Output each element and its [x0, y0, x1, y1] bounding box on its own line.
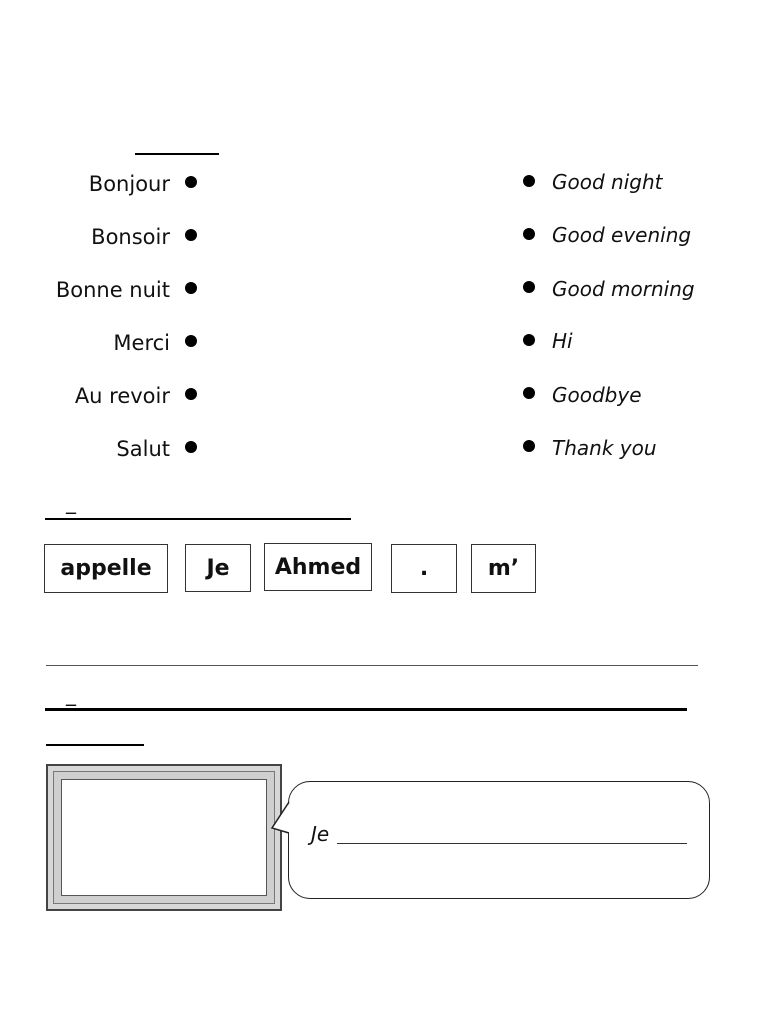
word-tile[interactable]: Ahmed — [264, 543, 372, 591]
french-word: Bonne nuit — [55, 278, 170, 302]
english-word: Good evening — [552, 223, 692, 247]
speech-bubble — [288, 781, 710, 899]
section2-title-underline — [45, 518, 351, 520]
section2-marker: _ — [66, 490, 76, 514]
section3-sub-underline — [46, 744, 144, 746]
match-dot-right[interactable] — [523, 175, 535, 187]
match-dot-right[interactable] — [523, 387, 535, 399]
french-word: Salut — [116, 437, 170, 461]
answer-line[interactable] — [46, 665, 698, 666]
match-dot-right[interactable] — [523, 334, 535, 346]
match-dot-left[interactable] — [185, 388, 197, 400]
section3-title-underline — [45, 708, 687, 711]
english-word: Good morning — [552, 277, 695, 301]
speech-bubble-prefix: Je — [311, 822, 330, 846]
word-tile[interactable]: Je — [185, 544, 251, 592]
english-word: Goodbye — [552, 383, 642, 407]
section3-marker: _ — [66, 682, 76, 706]
english-word: Hi — [552, 329, 573, 353]
word-tile[interactable]: m’ — [471, 544, 536, 593]
word-tile[interactable]: . — [391, 544, 457, 593]
french-word: Bonjour — [88, 172, 170, 196]
english-word: Good night — [552, 170, 663, 194]
match-dot-left[interactable] — [185, 176, 197, 188]
french-word: Bonsoir — [91, 225, 170, 249]
picture-drawing-area[interactable] — [61, 779, 267, 896]
picture-frame-border — [53, 771, 275, 904]
match-dot-left[interactable] — [185, 441, 197, 453]
french-word: Merci — [113, 331, 170, 355]
match-dot-left[interactable] — [185, 229, 197, 241]
english-word: Thank you — [552, 436, 657, 460]
speech-bubble-answer-line[interactable] — [337, 843, 687, 844]
match-dot-right[interactable] — [523, 281, 535, 293]
speech-bubble-tail — [270, 800, 294, 840]
section1-title-underline — [135, 153, 219, 155]
match-dot-left[interactable] — [185, 282, 197, 294]
match-dot-right[interactable] — [523, 440, 535, 452]
match-dot-right[interactable] — [523, 228, 535, 240]
french-word: Au revoir — [74, 384, 170, 408]
match-dot-left[interactable] — [185, 335, 197, 347]
picture-frame[interactable] — [46, 764, 282, 911]
word-tile[interactable]: appelle — [44, 544, 168, 593]
